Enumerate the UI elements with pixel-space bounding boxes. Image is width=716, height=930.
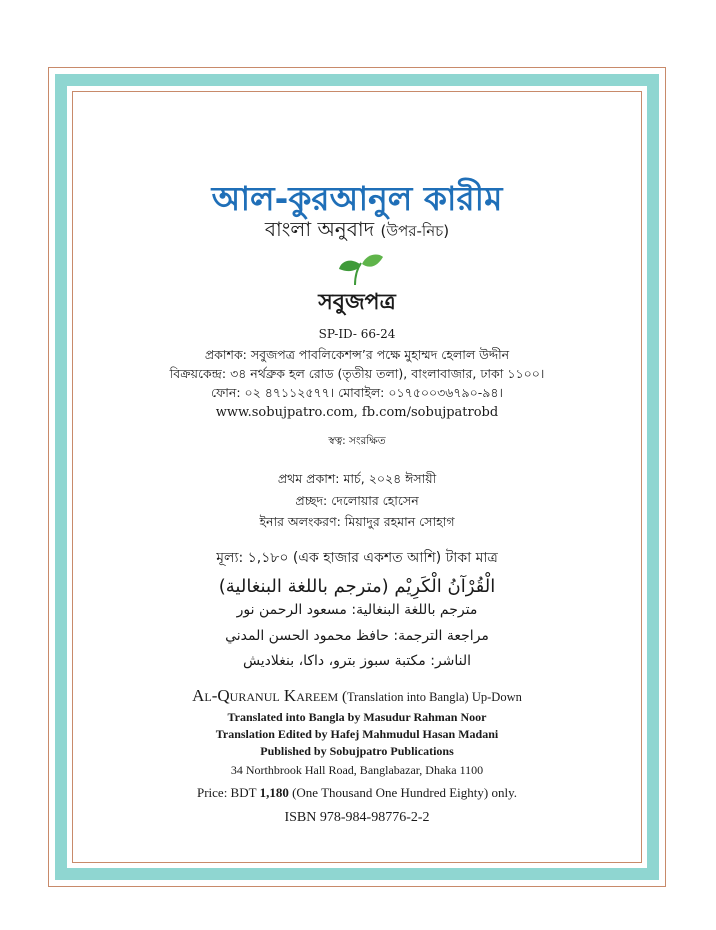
arabic-title: الْقُرْآنُ الْكَرِيْم (مترجم باللغة البنغالية)	[218, 576, 496, 597]
english-title	[72, 686, 642, 706]
subtitle-paren: (উপর-নিচ)	[380, 222, 450, 240]
edited-by: Translation Edited by Hafej Mahmudul Hasan Madani	[215, 727, 499, 741]
website-line: www.sobujpatro.com, fb.com/sobujpatrobd	[215, 405, 499, 420]
price-english-prefix: Price: BDT	[196, 785, 260, 800]
isbn: ISBN 978-984-98776-2-2	[284, 810, 430, 825]
logo-wordmark: সবুজপত্র	[318, 290, 396, 315]
english-title-sub: Translation into Bangla) Up-Down	[346, 690, 522, 704]
copyright-line: স্বত্ব: সংরক্ষিত	[328, 435, 386, 447]
publisher-line: প্রকাশক: সবুজপত্র পাবলিকেশন্স’র পক্ষে মুহাম্মদ হেলাল উদ্দীন	[204, 347, 510, 362]
published-by: Published by Sobujpatro Publications	[260, 744, 454, 758]
inner-design-line: ইনার অলংকরণ: মিয়াদুর রহমান সোহাগ	[259, 514, 455, 529]
sp-id: SP-ID- 66-24	[318, 327, 396, 341]
price-english-suffix: (One Thousand One Hundred Eighty) only.	[288, 785, 518, 800]
book-title-bangla: আল-কুরআনুল কারীম	[211, 179, 503, 218]
english-title-main: Al-Quranul Kareem	[192, 686, 339, 705]
leaf-icon	[339, 255, 383, 285]
subtitle-main: বাংলা অনুবাদ	[264, 217, 375, 241]
address-english: 34 Northbrook Hall Road, Banglabazar, Dhaka 1100	[230, 763, 484, 777]
arabic-publisher: الناشر: مكتبة سبوز بترو، داكا، بنغلاديش	[242, 653, 472, 669]
imprint-page	[72, 91, 642, 863]
price-english-amount: 1,180	[259, 785, 289, 800]
sales-center-line: বিক্রয়কেন্দ্র: ৩৪ নর্থব্রুক হল রোড (তৃতীয় তলা), বাংলাবাজার, ঢাকা ১১০০।	[169, 366, 545, 381]
price-bangla: মূল্য: ১,১৮০ (এক হাজার একশত আশি) টাকা মাত্র	[216, 550, 498, 566]
phone-line: ফোন: ০২ ৪৭১১২৫৭৭। মোবাইল: ০১৭৫০০৩৬৭৯০-৯৪।	[211, 385, 503, 400]
arabic-editor: مراجعة الترجمة: حافظ محمود الحسن المدني	[225, 628, 489, 644]
translated-by: Translated into Bangla by Masudur Rahman Noor	[227, 710, 487, 724]
first-edition-line: প্রথম প্রকাশ: মার্চ, ২০২৪ ঈসায়ী	[277, 471, 437, 486]
cover-design-line: প্রচ্ছদ: দেলোয়ার হোসেন	[295, 493, 419, 508]
arabic-translator: مترجم باللغة البنغالية: مسعود الرحمن نور	[236, 602, 478, 618]
publisher-logo	[307, 251, 407, 321]
price-english	[72, 785, 642, 801]
english-title-paren: (	[338, 689, 347, 705]
book-subtitle-bangla	[72, 215, 642, 248]
